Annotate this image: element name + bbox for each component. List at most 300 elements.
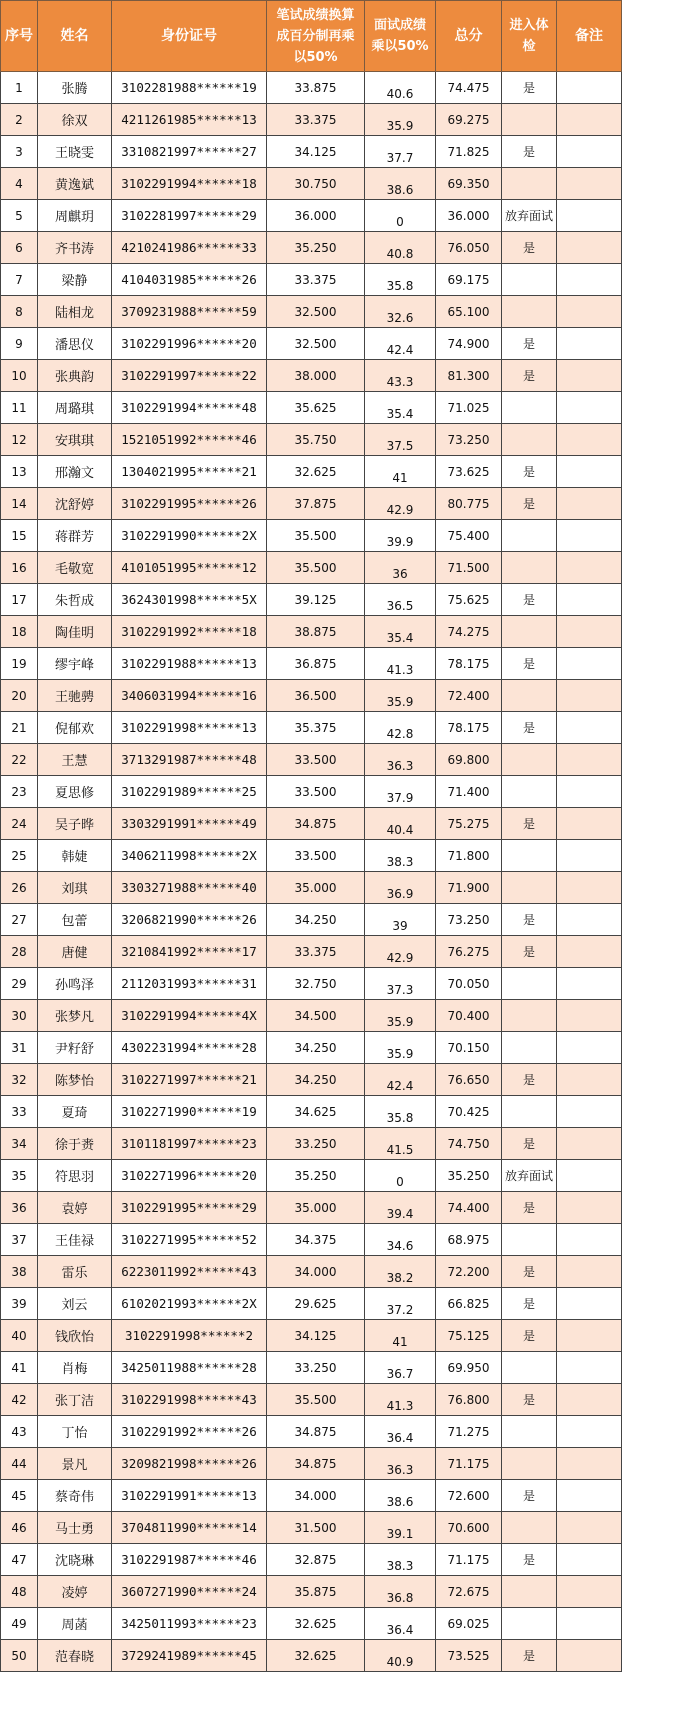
interview-score: 36.4 xyxy=(365,1416,436,1448)
candidate-name: 钱欣怡 xyxy=(38,1320,112,1352)
candidate-name: 包蕾 xyxy=(38,904,112,936)
row-number: 22 xyxy=(1,744,38,776)
table-row xyxy=(1,296,622,328)
interview-score: 38.6 xyxy=(365,1480,436,1512)
note xyxy=(557,1160,622,1192)
total-score: 71.025 xyxy=(436,392,502,424)
candidate-name: 周璐琪 xyxy=(38,392,112,424)
interview-score: 36.9 xyxy=(365,872,436,904)
total-score: 75.625 xyxy=(436,584,502,616)
physical-exam-status xyxy=(502,424,557,456)
note xyxy=(557,168,622,200)
note xyxy=(557,136,622,168)
total-score: 66.825 xyxy=(436,1288,502,1320)
table-row xyxy=(1,808,622,840)
candidate-name: 范春晓 xyxy=(38,1640,112,1672)
physical-exam-status: 是 xyxy=(502,648,557,680)
table-row xyxy=(1,1192,622,1224)
written-score: 34.250 xyxy=(267,904,365,936)
row-number: 27 xyxy=(1,904,38,936)
id-number: 4302231994******28 xyxy=(112,1032,267,1064)
candidate-name: 潘思仪 xyxy=(38,328,112,360)
total-score: 78.175 xyxy=(436,648,502,680)
id-number: 3102291994******4X xyxy=(112,1000,267,1032)
row-number: 4 xyxy=(1,168,38,200)
id-number: 3425011988******28 xyxy=(112,1352,267,1384)
table-row xyxy=(1,968,622,1000)
note xyxy=(557,1192,622,1224)
id-number: 3102271996******20 xyxy=(112,1160,267,1192)
note xyxy=(557,1288,622,1320)
id-number: 3406211998******2X xyxy=(112,840,267,872)
note xyxy=(557,840,622,872)
written-score: 36.875 xyxy=(267,648,365,680)
interview-score: 41 xyxy=(365,1320,436,1352)
header-row xyxy=(1,1,622,72)
table-row xyxy=(1,744,622,776)
written-score: 34.375 xyxy=(267,1224,365,1256)
row-number: 19 xyxy=(1,648,38,680)
note xyxy=(557,1544,622,1576)
id-number: 3102291997******22 xyxy=(112,360,267,392)
id-number: 3704811990******14 xyxy=(112,1512,267,1544)
row-number: 1 xyxy=(1,72,38,104)
written-score: 32.625 xyxy=(267,1608,365,1640)
total-score: 76.050 xyxy=(436,232,502,264)
interview-score: 39.4 xyxy=(365,1192,436,1224)
note xyxy=(557,1256,622,1288)
physical-exam-status: 是 xyxy=(502,360,557,392)
written-score: 34.250 xyxy=(267,1032,365,1064)
table-row xyxy=(1,1128,622,1160)
interview-score: 0 xyxy=(365,200,436,232)
written-score: 32.625 xyxy=(267,456,365,488)
note xyxy=(557,200,622,232)
candidate-name: 蒋群芳 xyxy=(38,520,112,552)
written-score: 33.250 xyxy=(267,1352,365,1384)
note xyxy=(557,1000,622,1032)
total-score: 71.175 xyxy=(436,1448,502,1480)
row-number: 32 xyxy=(1,1064,38,1096)
interview-score: 38.6 xyxy=(365,168,436,200)
note xyxy=(557,392,622,424)
interview-score: 35.9 xyxy=(365,1000,436,1032)
written-score: 34.000 xyxy=(267,1256,365,1288)
interview-score: 40.4 xyxy=(365,808,436,840)
table-row xyxy=(1,1480,622,1512)
candidate-name: 袁婷 xyxy=(38,1192,112,1224)
total-score: 81.300 xyxy=(436,360,502,392)
total-score: 75.125 xyxy=(436,1320,502,1352)
candidate-name: 张梦凡 xyxy=(38,1000,112,1032)
id-number: 3607271990******24 xyxy=(112,1576,267,1608)
id-number: 6102021993******2X xyxy=(112,1288,267,1320)
interview-score: 36 xyxy=(365,552,436,584)
interview-score: 37.9 xyxy=(365,776,436,808)
note xyxy=(557,328,622,360)
total-score: 75.275 xyxy=(436,808,502,840)
candidate-name: 吴子晔 xyxy=(38,808,112,840)
total-score: 69.025 xyxy=(436,1608,502,1640)
physical-exam-status: 是 xyxy=(502,1256,557,1288)
physical-exam-status: 是 xyxy=(502,1544,557,1576)
physical-exam-status xyxy=(502,1000,557,1032)
candidate-name: 倪郁欢 xyxy=(38,712,112,744)
note xyxy=(557,296,622,328)
table-row xyxy=(1,936,622,968)
id-number: 3102291998******2 xyxy=(112,1320,267,1352)
written-score: 35.500 xyxy=(267,552,365,584)
row-number: 41 xyxy=(1,1352,38,1384)
total-score: 69.175 xyxy=(436,264,502,296)
header-note: 备注 xyxy=(557,1,622,72)
candidate-name: 张腾 xyxy=(38,72,112,104)
note xyxy=(557,1128,622,1160)
header-no: 序号 xyxy=(1,1,38,72)
row-number: 36 xyxy=(1,1192,38,1224)
table-row xyxy=(1,264,622,296)
interview-score: 38.2 xyxy=(365,1256,436,1288)
id-number: 3102291998******43 xyxy=(112,1384,267,1416)
table-row xyxy=(1,1000,622,1032)
total-score: 80.775 xyxy=(436,488,502,520)
header-total: 总分 xyxy=(436,1,502,72)
row-number: 45 xyxy=(1,1480,38,1512)
interview-score: 39.9 xyxy=(365,520,436,552)
physical-exam-status xyxy=(502,1032,557,1064)
table-row xyxy=(1,1032,622,1064)
interview-score: 42.8 xyxy=(365,712,436,744)
interview-score: 41 xyxy=(365,456,436,488)
interview-score: 36.3 xyxy=(365,744,436,776)
candidate-name: 尹籽舒 xyxy=(38,1032,112,1064)
candidate-name: 丁怡 xyxy=(38,1416,112,1448)
physical-exam-status: 是 xyxy=(502,808,557,840)
total-score: 70.425 xyxy=(436,1096,502,1128)
table-row xyxy=(1,1096,622,1128)
row-number: 9 xyxy=(1,328,38,360)
candidate-name: 唐健 xyxy=(38,936,112,968)
total-score: 74.400 xyxy=(436,1192,502,1224)
table-row xyxy=(1,1224,622,1256)
written-score: 35.625 xyxy=(267,392,365,424)
row-number: 48 xyxy=(1,1576,38,1608)
row-number: 21 xyxy=(1,712,38,744)
written-score: 34.000 xyxy=(267,1480,365,1512)
id-number: 3102291996******20 xyxy=(112,328,267,360)
table-row xyxy=(1,712,622,744)
note xyxy=(557,1352,622,1384)
id-number: 3209821998******26 xyxy=(112,1448,267,1480)
interview-score: 35.9 xyxy=(365,1032,436,1064)
table-row xyxy=(1,456,622,488)
written-score: 32.625 xyxy=(267,1640,365,1672)
total-score: 71.275 xyxy=(436,1416,502,1448)
id-number: 4210241986******33 xyxy=(112,232,267,264)
table-row xyxy=(1,392,622,424)
candidate-name: 韩婕 xyxy=(38,840,112,872)
written-score: 33.500 xyxy=(267,744,365,776)
total-score: 35.250 xyxy=(436,1160,502,1192)
interview-score: 0 xyxy=(365,1160,436,1192)
id-number: 3102281997******29 xyxy=(112,200,267,232)
interview-score: 35.4 xyxy=(365,392,436,424)
written-score: 33.375 xyxy=(267,104,365,136)
table-row xyxy=(1,552,622,584)
id-number: 3102291995******29 xyxy=(112,1192,267,1224)
total-score: 76.275 xyxy=(436,936,502,968)
candidate-name: 景凡 xyxy=(38,1448,112,1480)
note xyxy=(557,1448,622,1480)
total-score: 65.100 xyxy=(436,296,502,328)
row-number: 43 xyxy=(1,1416,38,1448)
total-score: 70.050 xyxy=(436,968,502,1000)
physical-exam-status xyxy=(502,616,557,648)
written-score: 32.875 xyxy=(267,1544,365,1576)
interview-score: 40.6 xyxy=(365,72,436,104)
total-score: 72.675 xyxy=(436,1576,502,1608)
row-number: 23 xyxy=(1,776,38,808)
id-number: 3406031994******16 xyxy=(112,680,267,712)
total-score: 73.250 xyxy=(436,424,502,456)
physical-exam-status xyxy=(502,392,557,424)
physical-exam-status: 是 xyxy=(502,1640,557,1672)
total-score: 74.900 xyxy=(436,328,502,360)
note xyxy=(557,648,622,680)
row-number: 10 xyxy=(1,360,38,392)
row-number: 46 xyxy=(1,1512,38,1544)
written-score: 33.875 xyxy=(267,72,365,104)
table-row xyxy=(1,1512,622,1544)
total-score: 78.175 xyxy=(436,712,502,744)
table-row xyxy=(1,1320,622,1352)
total-score: 76.650 xyxy=(436,1064,502,1096)
row-number: 20 xyxy=(1,680,38,712)
physical-exam-status xyxy=(502,1416,557,1448)
candidate-name: 陶佳明 xyxy=(38,616,112,648)
written-score: 35.250 xyxy=(267,1160,365,1192)
physical-exam-status xyxy=(502,520,557,552)
interview-score: 35.8 xyxy=(365,1096,436,1128)
note xyxy=(557,1032,622,1064)
table-row xyxy=(1,1576,622,1608)
table-row xyxy=(1,1544,622,1576)
row-number: 3 xyxy=(1,136,38,168)
interview-score: 40.8 xyxy=(365,232,436,264)
id-number: 3210841992******17 xyxy=(112,936,267,968)
row-number: 26 xyxy=(1,872,38,904)
physical-exam-status: 放弃面试 xyxy=(502,200,557,232)
candidate-name: 梁静 xyxy=(38,264,112,296)
row-number: 14 xyxy=(1,488,38,520)
id-number: 3102291990******2X xyxy=(112,520,267,552)
physical-exam-status xyxy=(502,1352,557,1384)
table-row xyxy=(1,1064,622,1096)
interview-score: 36.5 xyxy=(365,584,436,616)
row-number: 8 xyxy=(1,296,38,328)
id-number: 3310821997******27 xyxy=(112,136,267,168)
interview-score: 42.4 xyxy=(365,328,436,360)
written-score: 34.125 xyxy=(267,1320,365,1352)
written-score: 35.000 xyxy=(267,872,365,904)
physical-exam-status xyxy=(502,1512,557,1544)
candidate-name: 肖梅 xyxy=(38,1352,112,1384)
total-score: 69.350 xyxy=(436,168,502,200)
note xyxy=(557,520,622,552)
table-row xyxy=(1,776,622,808)
physical-exam-status: 是 xyxy=(502,488,557,520)
id-number: 3102271997******21 xyxy=(112,1064,267,1096)
table-row xyxy=(1,360,622,392)
header-id: 身份证号 xyxy=(112,1,267,72)
table-row xyxy=(1,1608,622,1640)
interview-score: 38.3 xyxy=(365,840,436,872)
note xyxy=(557,1096,622,1128)
table-row xyxy=(1,168,622,200)
physical-exam-status: 是 xyxy=(502,1384,557,1416)
candidate-name: 缪宇峰 xyxy=(38,648,112,680)
table-row xyxy=(1,584,622,616)
candidate-name: 夏琦 xyxy=(38,1096,112,1128)
note xyxy=(557,1640,622,1672)
written-score: 32.500 xyxy=(267,328,365,360)
id-number: 3102271995******52 xyxy=(112,1224,267,1256)
row-number: 11 xyxy=(1,392,38,424)
id-number: 3206821990******26 xyxy=(112,904,267,936)
physical-exam-status xyxy=(502,168,557,200)
id-number: 3303271988******40 xyxy=(112,872,267,904)
note xyxy=(557,1224,622,1256)
written-score: 32.750 xyxy=(267,968,365,1000)
physical-exam-status xyxy=(502,776,557,808)
interview-score: 41.5 xyxy=(365,1128,436,1160)
interview-score: 39 xyxy=(365,904,436,936)
table-row xyxy=(1,1384,622,1416)
candidate-name: 蔡奇伟 xyxy=(38,1480,112,1512)
candidate-name: 张丁洁 xyxy=(38,1384,112,1416)
row-number: 42 xyxy=(1,1384,38,1416)
total-score: 73.625 xyxy=(436,456,502,488)
row-number: 30 xyxy=(1,1000,38,1032)
id-number: 3102291994******48 xyxy=(112,392,267,424)
interview-score: 36.4 xyxy=(365,1608,436,1640)
id-number: 3102271990******19 xyxy=(112,1096,267,1128)
physical-exam-status: 是 xyxy=(502,1192,557,1224)
written-score: 37.875 xyxy=(267,488,365,520)
note xyxy=(557,552,622,584)
row-number: 39 xyxy=(1,1288,38,1320)
header-written-score: 笔试成绩换算 成百分制再乘 以50% xyxy=(267,1,365,72)
physical-exam-status: 是 xyxy=(502,1128,557,1160)
written-score: 35.500 xyxy=(267,520,365,552)
interview-score: 40.9 xyxy=(365,1640,436,1672)
written-score: 35.500 xyxy=(267,1384,365,1416)
written-score: 32.500 xyxy=(267,296,365,328)
note xyxy=(557,936,622,968)
table-row xyxy=(1,840,622,872)
candidate-name: 沈晓琳 xyxy=(38,1544,112,1576)
physical-exam-status: 是 xyxy=(502,328,557,360)
note xyxy=(557,616,622,648)
candidate-name: 沈舒婷 xyxy=(38,488,112,520)
row-number: 15 xyxy=(1,520,38,552)
physical-exam-status xyxy=(502,872,557,904)
note xyxy=(557,456,622,488)
table-row xyxy=(1,1416,622,1448)
physical-exam-status xyxy=(502,840,557,872)
table-row xyxy=(1,424,622,456)
table-row xyxy=(1,872,622,904)
row-number: 49 xyxy=(1,1608,38,1640)
candidate-name: 凌婷 xyxy=(38,1576,112,1608)
physical-exam-status xyxy=(502,296,557,328)
physical-exam-status: 是 xyxy=(502,456,557,488)
note xyxy=(557,744,622,776)
table-row xyxy=(1,1256,622,1288)
candidate-name: 黄逸斌 xyxy=(38,168,112,200)
table-row xyxy=(1,616,622,648)
interview-score: 42.4 xyxy=(365,1064,436,1096)
note xyxy=(557,424,622,456)
table-row xyxy=(1,1160,622,1192)
candidate-name: 陆相龙 xyxy=(38,296,112,328)
note xyxy=(557,104,622,136)
candidate-name: 王晓雯 xyxy=(38,136,112,168)
note xyxy=(557,360,622,392)
interview-score: 35.9 xyxy=(365,680,436,712)
total-score: 71.900 xyxy=(436,872,502,904)
candidate-name: 毛敬宽 xyxy=(38,552,112,584)
note xyxy=(557,488,622,520)
written-score: 33.375 xyxy=(267,936,365,968)
row-number: 50 xyxy=(1,1640,38,1672)
id-number: 3102281988******19 xyxy=(112,72,267,104)
id-number: 3102291992******18 xyxy=(112,616,267,648)
written-score: 34.625 xyxy=(267,1096,365,1128)
written-score: 34.875 xyxy=(267,1448,365,1480)
interview-score: 34.6 xyxy=(365,1224,436,1256)
interview-score: 39.1 xyxy=(365,1512,436,1544)
id-number: 1304021995******21 xyxy=(112,456,267,488)
note xyxy=(557,232,622,264)
row-number: 18 xyxy=(1,616,38,648)
interview-score: 37.3 xyxy=(365,968,436,1000)
table-row xyxy=(1,1640,622,1672)
note xyxy=(557,1320,622,1352)
physical-exam-status xyxy=(502,104,557,136)
id-number: 3102291991******13 xyxy=(112,1480,267,1512)
written-score: 35.750 xyxy=(267,424,365,456)
id-number: 3729241989******45 xyxy=(112,1640,267,1672)
interview-score: 43.3 xyxy=(365,360,436,392)
candidate-name: 符思羽 xyxy=(38,1160,112,1192)
note xyxy=(557,584,622,616)
table-row xyxy=(1,328,622,360)
total-score: 69.275 xyxy=(436,104,502,136)
id-number: 3102291995******26 xyxy=(112,488,267,520)
physical-exam-status: 是 xyxy=(502,72,557,104)
written-score: 38.000 xyxy=(267,360,365,392)
total-score: 71.825 xyxy=(436,136,502,168)
candidate-name: 王佳禄 xyxy=(38,1224,112,1256)
row-number: 7 xyxy=(1,264,38,296)
written-score: 33.250 xyxy=(267,1128,365,1160)
interview-score: 41.3 xyxy=(365,648,436,680)
candidate-name: 齐书涛 xyxy=(38,232,112,264)
total-score: 72.400 xyxy=(436,680,502,712)
row-number: 38 xyxy=(1,1256,38,1288)
physical-exam-status: 是 xyxy=(502,1320,557,1352)
